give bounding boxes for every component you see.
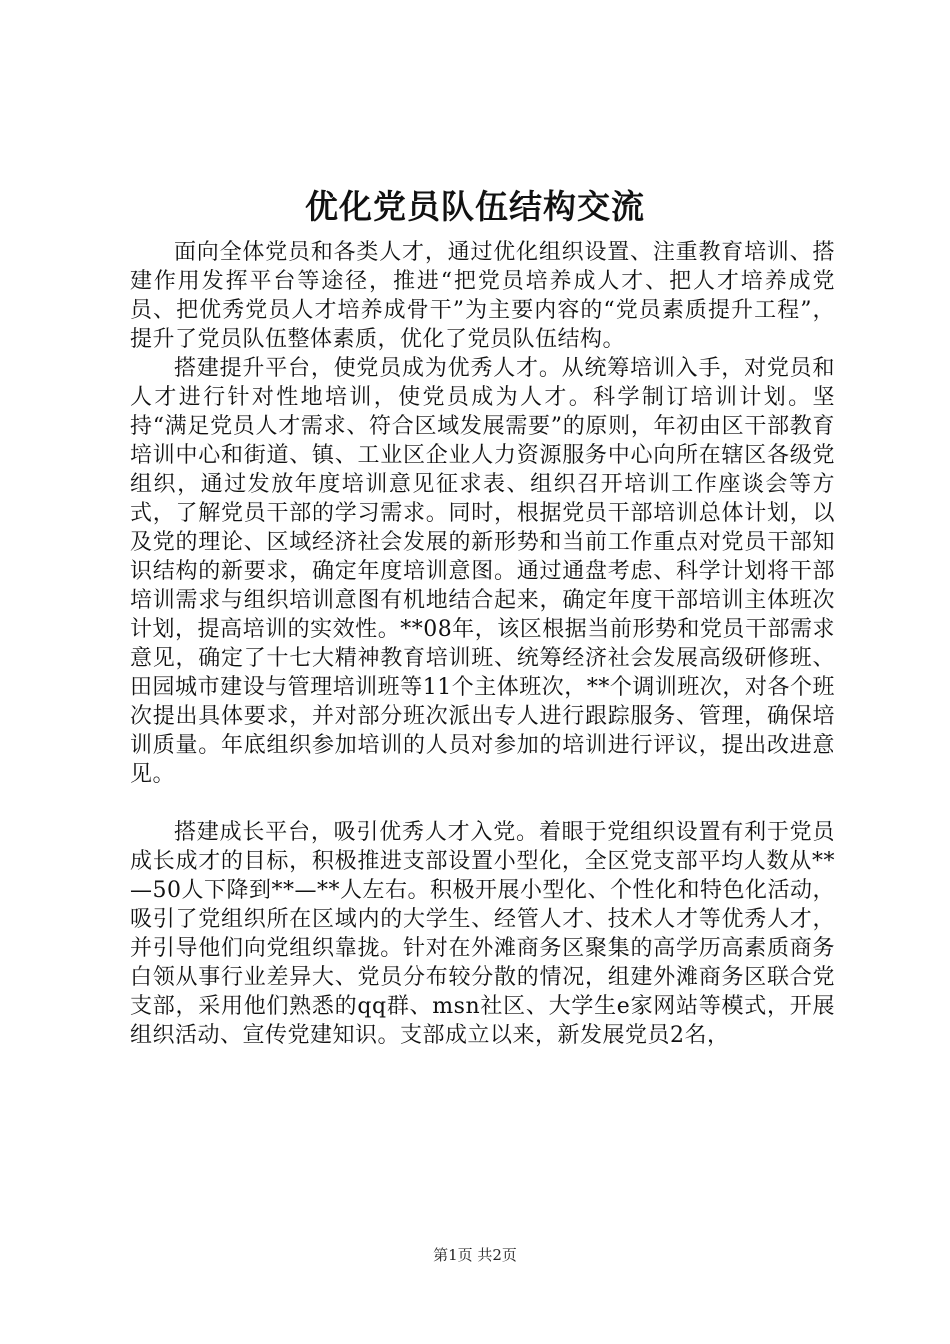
document-body [130, 238, 835, 1050]
paragraph-intro: 面向全体党员和各类人才，通过优化组织设置、注重教育培训、搭建作用发挥平台等途径，推进“把党员培养成人才、把人才培养成党员、把优秀党员人才培养成骨干”为主要内容的“党员素质提升工程”，提升了党员队伍整体素质，优化了党员队伍结构。 [130, 240, 835, 352]
page-footer: 第1页 共2页 [433, 1246, 517, 1264]
document-title: 优化党员队伍结构交流 [305, 187, 645, 226]
paragraph-growth-platform: 搭建成长平台，吸引优秀人才入党。着眼于党组织设置有利于党员成长成才的目标，积极推进支部设置小型化，全区党支部平均人数从**—50人下降到**—**人左右。积极开展小型化、个性化和特色化活动，吸引了党组织所在区域内的大学生、经管人才、技术人才等优秀人才，并引导他们向党组织靠拢。针对在外滩商务区聚集的高学历高素质商务白领从事行业差异大、党员分布较分散的情况，组建外滩商务区联合党支部，采用他们熟悉的qq群、msn社区、大学生e家网站等模式，开展组织活动、宣传党建知识。支部成立以来，新发展党员2名， [130, 820, 835, 1048]
paragraph-training-platform: 搭建提升平台，使党员成为优秀人才。从统筹培训入手，对党员和人才进行针对性地培训，使党员成为人才。科学制订培训计划。坚持“满足党员人才需求、符合区域发展需要”的原则，年初由区干部教育培训中心和街道、镇、工业区企业人力资源服务中心向所在辖区各级党组织，通过发放年度培训意见征求表、组织召开培训工作座谈会等方式，了解党员干部的学习需求。同时，根据党员干部培训总体计划，以及党的理论、区域经济社会发展的新形势和当前工作重点对党员干部知识结构的新要求，确定年度培训意图。通过通盘考虑、科学计划将干部培训需求与组织培训意图有机地结合起来，确定年度干部培训主体班次计划，提高培训的实效性。**08年，该区根据当前形势和党员干部需求意见，确定了十七大精神教育培训班、统筹经济社会发展高级研修班、田园城市建设与管理培训班等11个主体班次，**个调训班次，对各个班次提出具体要求，并对部分班次派出专人进行跟踪服务、管理，确保培训质量。年底组织参加培训的人员对参加的培训进行评议，提出改进意见。 [130, 356, 835, 787]
